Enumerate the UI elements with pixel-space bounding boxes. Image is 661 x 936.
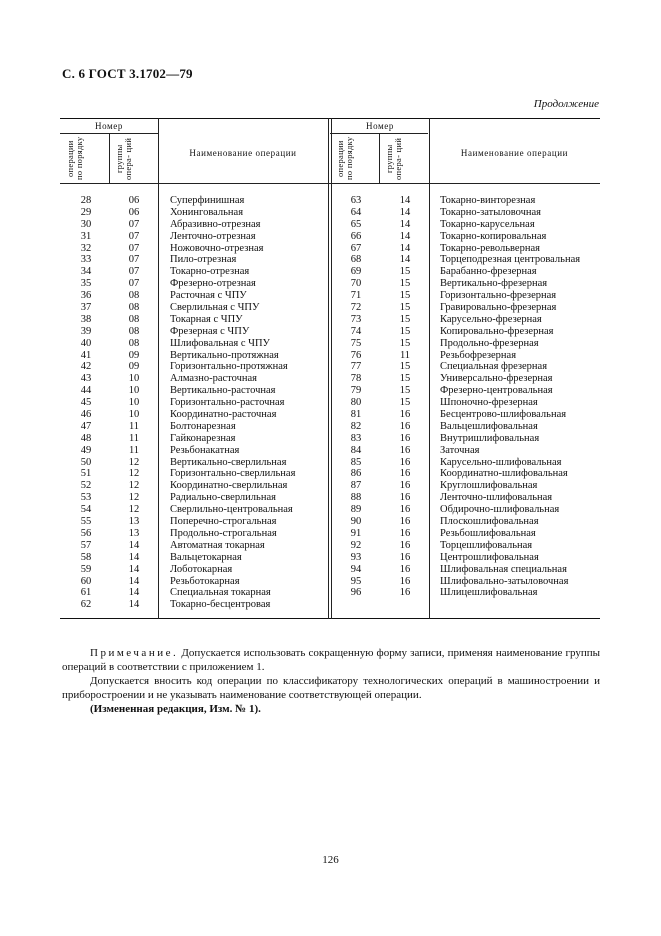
group-number: 15 [399,302,411,314]
table-row [60,409,600,421]
number-header-left: Номер [94,121,124,131]
operation-name: Заточная [440,444,480,456]
operation-number: 74 [350,325,362,337]
table-row [60,433,600,445]
table-row [60,314,600,326]
group-number: 16 [399,456,411,468]
group-number: 14 [128,563,140,575]
col-operation-header-right: операции по порядку [335,136,354,181]
group-number: 14 [128,539,140,551]
operation-name: Токарно-револьверная [440,242,540,254]
operation-number: 67 [350,242,362,254]
operation-number: 59 [80,563,92,575]
operation-number: 90 [350,516,362,528]
table-row [60,516,600,528]
group-number: 16 [399,527,411,539]
right-rows [60,195,600,599]
operation-name: Центрошлифовальная [440,551,539,563]
operation-number: 79 [350,385,362,397]
operation-name: Шлицешлифовальная [440,587,538,599]
operation-name: Координатно-сверлильная [170,480,288,492]
group-number: 15 [399,313,411,325]
operation-name: Резьбонакатная [170,444,240,456]
operation-name: Ленточно-отрезная [170,230,256,242]
operation-name: Обдирочно-шлифовальная [440,504,560,516]
operation-name: Горизонтально-фрезерная [440,290,557,302]
operation-number: 78 [350,373,362,385]
group-number: 16 [399,468,411,480]
operation-number: 81 [350,409,362,421]
operation-number: 75 [350,337,362,349]
operation-number: 95 [350,575,362,587]
operation-name: Координатно-шлифовальная [440,468,568,480]
group-number: 08 [128,337,140,349]
operation-name: Резьбошлифовальная [440,527,536,539]
operation-name: Шлифовальная специальная [440,563,567,575]
operation-number: 28 [80,195,92,206]
group-number: 16 [399,516,411,528]
group-number: 07 [128,278,140,290]
operation-number: 85 [350,456,362,468]
group-number: 11 [128,432,140,444]
group-number: 08 [128,313,140,325]
note-label: Примечание. [90,647,179,659]
operation-name: Автоматная токарная [170,539,265,551]
operation-number: 43 [80,373,92,385]
group-number: 14 [399,230,411,242]
group-number: 10 [128,385,140,397]
operation-name: Суперфинишная [170,195,245,206]
group-number: 07 [128,242,140,254]
group-number: 16 [399,551,411,563]
operation-number: 45 [80,397,92,409]
operation-name: Бесцентрово-шлифовальная [440,409,567,421]
operation-name: Алмазно-расточная [170,373,257,385]
operation-number: 31 [80,230,92,242]
group-number: 14 [128,599,140,611]
operation-number: 68 [350,254,362,266]
group-number: 16 [399,444,411,456]
operation-number: 71 [350,290,362,302]
group-number: 12 [128,480,140,492]
group-number: 10 [128,373,140,385]
operation-number: 82 [350,420,362,432]
operation-number: 80 [350,397,362,409]
group-number: 16 [399,432,411,444]
operation-name: Горизонтально-расточная [170,397,285,409]
operation-name: Резьботокарная [170,575,240,587]
operation-name: Токарно-затыловочная [440,206,542,218]
group-number: 12 [128,504,140,516]
group-number: 09 [128,349,140,361]
table-row [60,587,600,599]
operation-name: Фрезерно-центровальная [440,385,553,397]
group-number: 11 [128,420,140,432]
group-number: 08 [128,290,140,302]
operation-name: Расточная с ЧПУ [170,290,247,302]
operation-number: 63 [350,195,362,206]
operation-name: Токарно-отрезная [170,266,250,278]
continuation-label: Продолжение [533,98,599,110]
group-number: 15 [399,325,411,337]
operation-number: 49 [80,444,92,456]
operation-number: 91 [350,527,362,539]
operation-number: 40 [80,337,92,349]
operation-number: 77 [350,361,362,373]
notes-section [62,646,600,716]
operation-name: Хонинговальная [170,206,244,218]
operation-name: Токарно-копировальная [440,230,547,242]
table-row [60,278,600,290]
operation-number: 44 [80,385,92,397]
group-number: 16 [399,409,411,421]
operation-number: 88 [350,492,362,504]
operation-number: 83 [350,432,362,444]
operation-name: Гравировально-фрезерная [440,302,557,314]
group-number: 14 [399,218,411,230]
group-number: 07 [128,266,140,278]
group-number: 14 [399,254,411,266]
operation-name: Торцешлифовальная [440,539,533,551]
note-text: Допускается использовать сокращенную форму записи, применяя наименование группы операций в соответствии с приложением 1. [62,647,600,673]
operation-number: 94 [350,563,362,575]
operation-name: Сверлильная с ЧПУ [170,302,260,314]
col-group-header-right: группы опера- ций [384,137,403,180]
operation-name: Фрезерная с ЧПУ [170,325,250,337]
operation-name: Токарно-карусельная [440,218,535,230]
group-number: 15 [399,278,411,290]
operation-name: Круглошлифовальная [440,480,538,492]
operation-number: 55 [80,516,92,528]
group-number: 16 [399,539,411,551]
operation-number: 70 [350,278,362,290]
operation-number: 30 [80,218,92,230]
operation-number: 84 [350,444,362,456]
operation-number: 93 [350,551,362,563]
group-number: 16 [399,575,411,587]
operation-number: 33 [80,254,92,266]
group-number: 06 [128,195,140,206]
operation-number: 34 [80,266,92,278]
operation-number: 53 [80,492,92,504]
table-row [60,243,600,255]
operation-name: Внутришлифовальная [440,432,540,444]
table-row [60,373,600,385]
table-row [60,326,600,338]
operation-number: 46 [80,409,92,421]
operation-name: Болтонарезная [170,420,236,432]
group-number: 14 [128,551,140,563]
operation-number: 72 [350,302,362,314]
group-number: 07 [128,218,140,230]
table-row [60,219,600,231]
operation-name: Ножовочно-отрезная [170,242,264,254]
table-row [60,207,600,219]
operation-number: 35 [80,278,92,290]
operation-name: Продольно-строгальная [170,527,277,539]
col-group-header-left: группы опера- ций [114,137,133,180]
group-number: 09 [128,361,140,373]
group-number: 10 [128,397,140,409]
operation-number: 51 [80,468,92,480]
operation-name: Токарно-винторезная [440,195,536,206]
operation-number: 42 [80,361,92,373]
number-header-right: Номер [365,121,395,131]
table-row [60,195,600,207]
operation-name: Горизонтально-сверлильная [170,468,296,480]
group-number: 12 [128,492,140,504]
operation-name: Гайконарезная [170,432,236,444]
group-number: 15 [399,397,411,409]
group-number: 07 [128,254,140,266]
group-number: 14 [399,242,411,254]
operation-name: Специальная фрезерная [440,361,548,373]
operation-name: Ленточно-шлифовальная [440,492,553,504]
operation-name: Поперечно-строгальная [170,516,277,528]
group-number: 12 [128,468,140,480]
operation-number: 92 [350,539,362,551]
group-number: 15 [399,361,411,373]
operation-name: Сверлильно-центровальная [170,504,293,516]
operation-number: 62 [80,599,92,611]
operation-number: 39 [80,325,92,337]
operation-number: 61 [80,587,92,599]
group-number: 12 [128,456,140,468]
group-number: 14 [128,587,140,599]
operation-name: Плоскошлифовальная [440,516,539,528]
table-row [60,504,600,516]
group-number: 10 [128,409,140,421]
group-number: 16 [399,492,411,504]
col-operation-header-left: операции по порядку [65,136,84,181]
operation-number: 48 [80,432,92,444]
operation-number: 41 [80,349,92,361]
group-number: 16 [399,587,411,599]
operation-number: 86 [350,468,362,480]
operation-number: 60 [80,575,92,587]
operation-name: Карусельно-шлифовальная [440,456,562,468]
operation-number: 87 [350,480,362,492]
table-row [60,385,600,397]
group-number: 11 [399,349,411,361]
operation-name: Вальцетокарная [170,551,242,563]
group-number: 08 [128,302,140,314]
group-number: 14 [128,575,140,587]
operation-number: 32 [80,242,92,254]
group-number: 11 [128,444,140,456]
table-row [60,302,600,314]
group-number: 15 [399,373,411,385]
group-number: 08 [128,325,140,337]
col-name-header-left: Наименование операции [189,148,297,158]
operation-name: Лоботокарная [170,563,233,575]
operation-name: Координатно-расточная [170,409,277,421]
page-header-title: С. 6 ГОСТ 3.1702—79 [62,66,193,81]
operation-name: Резьбофрезерная [440,349,517,361]
group-number: 16 [399,420,411,432]
operation-name: Фрезерно-отрезная [170,278,256,290]
operation-number: 38 [80,313,92,325]
operation-name: Вертикально-сверлильная [170,456,287,468]
group-number: 07 [128,230,140,242]
operation-name: Пило-отрезная [170,254,237,266]
table-row [60,492,600,504]
table-row [60,350,600,362]
group-number: 15 [399,385,411,397]
table-row [60,254,600,266]
operation-name: Радиально-сверлильная [170,492,276,504]
operation-number: 58 [80,551,92,563]
table-row [60,564,600,576]
operations-table [60,118,600,619]
operation-number: 56 [80,527,92,539]
group-number: 15 [399,337,411,349]
operation-number: 50 [80,456,92,468]
group-number: 16 [399,563,411,575]
operation-name: Специальная токарная [170,587,271,599]
operation-number: 65 [350,218,362,230]
table-row [60,552,600,564]
operation-name: Барабанно-фрезерная [440,266,537,278]
operation-number: 57 [80,539,92,551]
operation-number: 76 [350,349,362,361]
operation-name: Торцеподрезная центровальная [440,254,581,266]
table-row [60,231,600,243]
operation-name: Вальцешлифовальная [440,420,538,432]
operation-name: Вертикально-протяжная [170,349,279,361]
operation-number: 29 [80,206,92,218]
operation-number: 47 [80,420,92,432]
operation-number: 69 [350,266,362,278]
operation-name: Карусельно-фрезерная [440,313,542,325]
group-number: 15 [399,290,411,302]
group-number: 15 [399,266,411,278]
operation-number: 66 [350,230,362,242]
operation-name: Вертикально-фрезерная [440,278,548,290]
operation-number: 89 [350,504,362,516]
operation-number: 64 [350,206,362,218]
operation-number: 54 [80,504,92,516]
operation-number: 96 [350,587,362,599]
operation-name: Копировально-фрезерная [440,325,554,337]
group-number: 16 [399,504,411,516]
operation-number: 36 [80,290,92,302]
table-row [60,361,600,373]
group-number: 14 [399,206,411,218]
group-number: 14 [399,195,411,206]
table-row [60,421,600,433]
group-number: 13 [128,527,140,539]
note-paragraph [62,646,600,674]
table-row [60,290,600,302]
table-row [60,445,600,457]
operation-number: 73 [350,313,362,325]
table-row [60,397,600,409]
operation-number: 37 [80,302,92,314]
page-number: 126 [322,854,339,866]
table-row [60,528,600,540]
group-number: 16 [399,480,411,492]
table-row [60,480,600,492]
operation-name: Шлифовально-затыловочная [440,575,569,587]
operation-name: Шлифовальная с ЧПУ [170,337,270,349]
operation-name: Вертикально-расточная [170,385,276,397]
operation-name: Токарная с ЧПУ [170,313,243,325]
group-number: 06 [128,206,140,218]
operation-name: Продольно-фрезерная [440,337,539,349]
table-row [60,338,600,350]
operation-name: Токарно-бесцентровая [170,599,271,611]
note-paragraph-2: Допускается вносить код операции по классификатору технологических операций в машиностроении и приборостроении и не указывать наименование соответствующей операции. [62,675,600,701]
operation-name: Горизонтально-протяжная [170,361,288,373]
operation-name: Абразивно-отрезная [170,218,261,230]
operation-number: 52 [80,480,92,492]
group-number: 13 [128,516,140,528]
amendment-note [62,702,600,716]
amendment-text: (Измененная редакция, Изм. № 1). [90,703,261,715]
table-row [60,576,600,588]
operation-name: Шпоночно-фрезерная [440,397,538,409]
operation-name: Универсально-фрезерная [440,373,553,385]
table-row [60,457,600,469]
table-row [60,266,600,278]
table-row [60,599,600,611]
table-row [60,540,600,552]
col-name-header-right: Наименование операции [460,148,569,158]
table-row [60,468,600,480]
